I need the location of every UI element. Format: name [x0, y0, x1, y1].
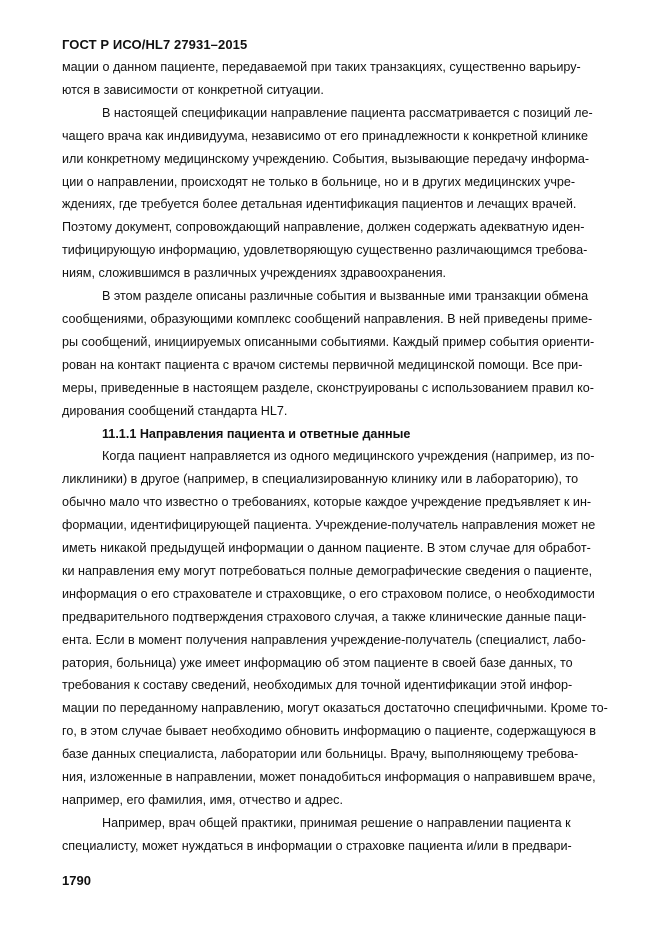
paragraph-referral-data: Когда пациент направляется из одного медицинского учреждения (например, из по- ликлиники) в другое (например, в специализированную клинику или в лабораторию), то обычно мало что известно о требованиях, которые каждое учреждение предъявляет к ин- формации, идентифицирующей пациента. Учреждение-получатель направления может не иметь никакой предыдущей информации о данном пациенте. В этом случае для обработ- ки направления ему могут потребоваться полные демографические сведения о пациенте, информация о его страхователе и страховщике, о его страховом полисе, о необходимости предварительного подтверждения страхового случая, а также клинические данные паци- ента. Если в момент получения направления учреждение-получатель (специалист, лабо- ратория, больница) уже имеет информацию об этом пациенте в своей базе данных, то требования к составу сведений, необходимых для точной идентификации этой инфор- мации по переданному направлению, могут оказаться достаточно специфичными. Кроме то- го, в этом случае бывает необходимо обновить информацию о пациенте, содержащуюся в базе данных специалиста, лаборатории или больницы. Врачу, выполняющему требова- ния, изложенные в направлении, может понадобиться информация о направившем враче, например, его фамилия, имя, отчество и адрес.: [62, 449, 608, 807]
section-heading: 11.1.1 Направления пациента и ответные данные: [102, 426, 411, 441]
paragraph-referral-spec: В настоящей спецификации направление пациента рассматривается с позиций ле- чащего врача как индивидуума, независимо от его принадлежности к конкретной клинике или конкретному медицинскому учреждению. События, вызывающие передачу информа- ции о направлении, происходят не только в больнице, но и в других медицинских учре- ждениях, где требуется более детальная идентификация пациентов и лечащих врачей. Поэтому документ, сопровождающий направление, должен содержать адекватную иден- тифицирующую информацию, удовлетворяющую существенно различающимся требова- ниям, сложившимся в различных учреждениях здравоохранения.: [62, 105, 593, 281]
document-header: ГОСТ Р ИСО/HL7 27931–2015: [62, 37, 248, 52]
page-body: [62, 56, 629, 858]
paragraph-continued: мации о данном пациенте, передаваемой при таких транзакциях, существенно варьиру- ются в зависимости от конкретной ситуации.: [62, 60, 581, 97]
paragraph-section-events: В этом разделе описаны различные события и вызванные ими транзакции обмена сообщениями, образующими комплекс сообщений направления. В ней приведены приме- ры сообщений, инициируемых описанными событиями. Каждый пример события ориенти- рован на контакт пациента с врачом системы первичной медицинской помощи. Все при- меры, приведенные в настоящем разделе, сконструированы с использованием правил ко- дирования сообщений стандарта HL7.: [62, 289, 595, 418]
page-number: 1790: [62, 873, 91, 888]
paragraph-example: Например, врач общей практики, принимая решение о направлении пациента к специалисту, может нуждаться в информации о страховке пациента и/или в предвари-: [62, 815, 572, 853]
